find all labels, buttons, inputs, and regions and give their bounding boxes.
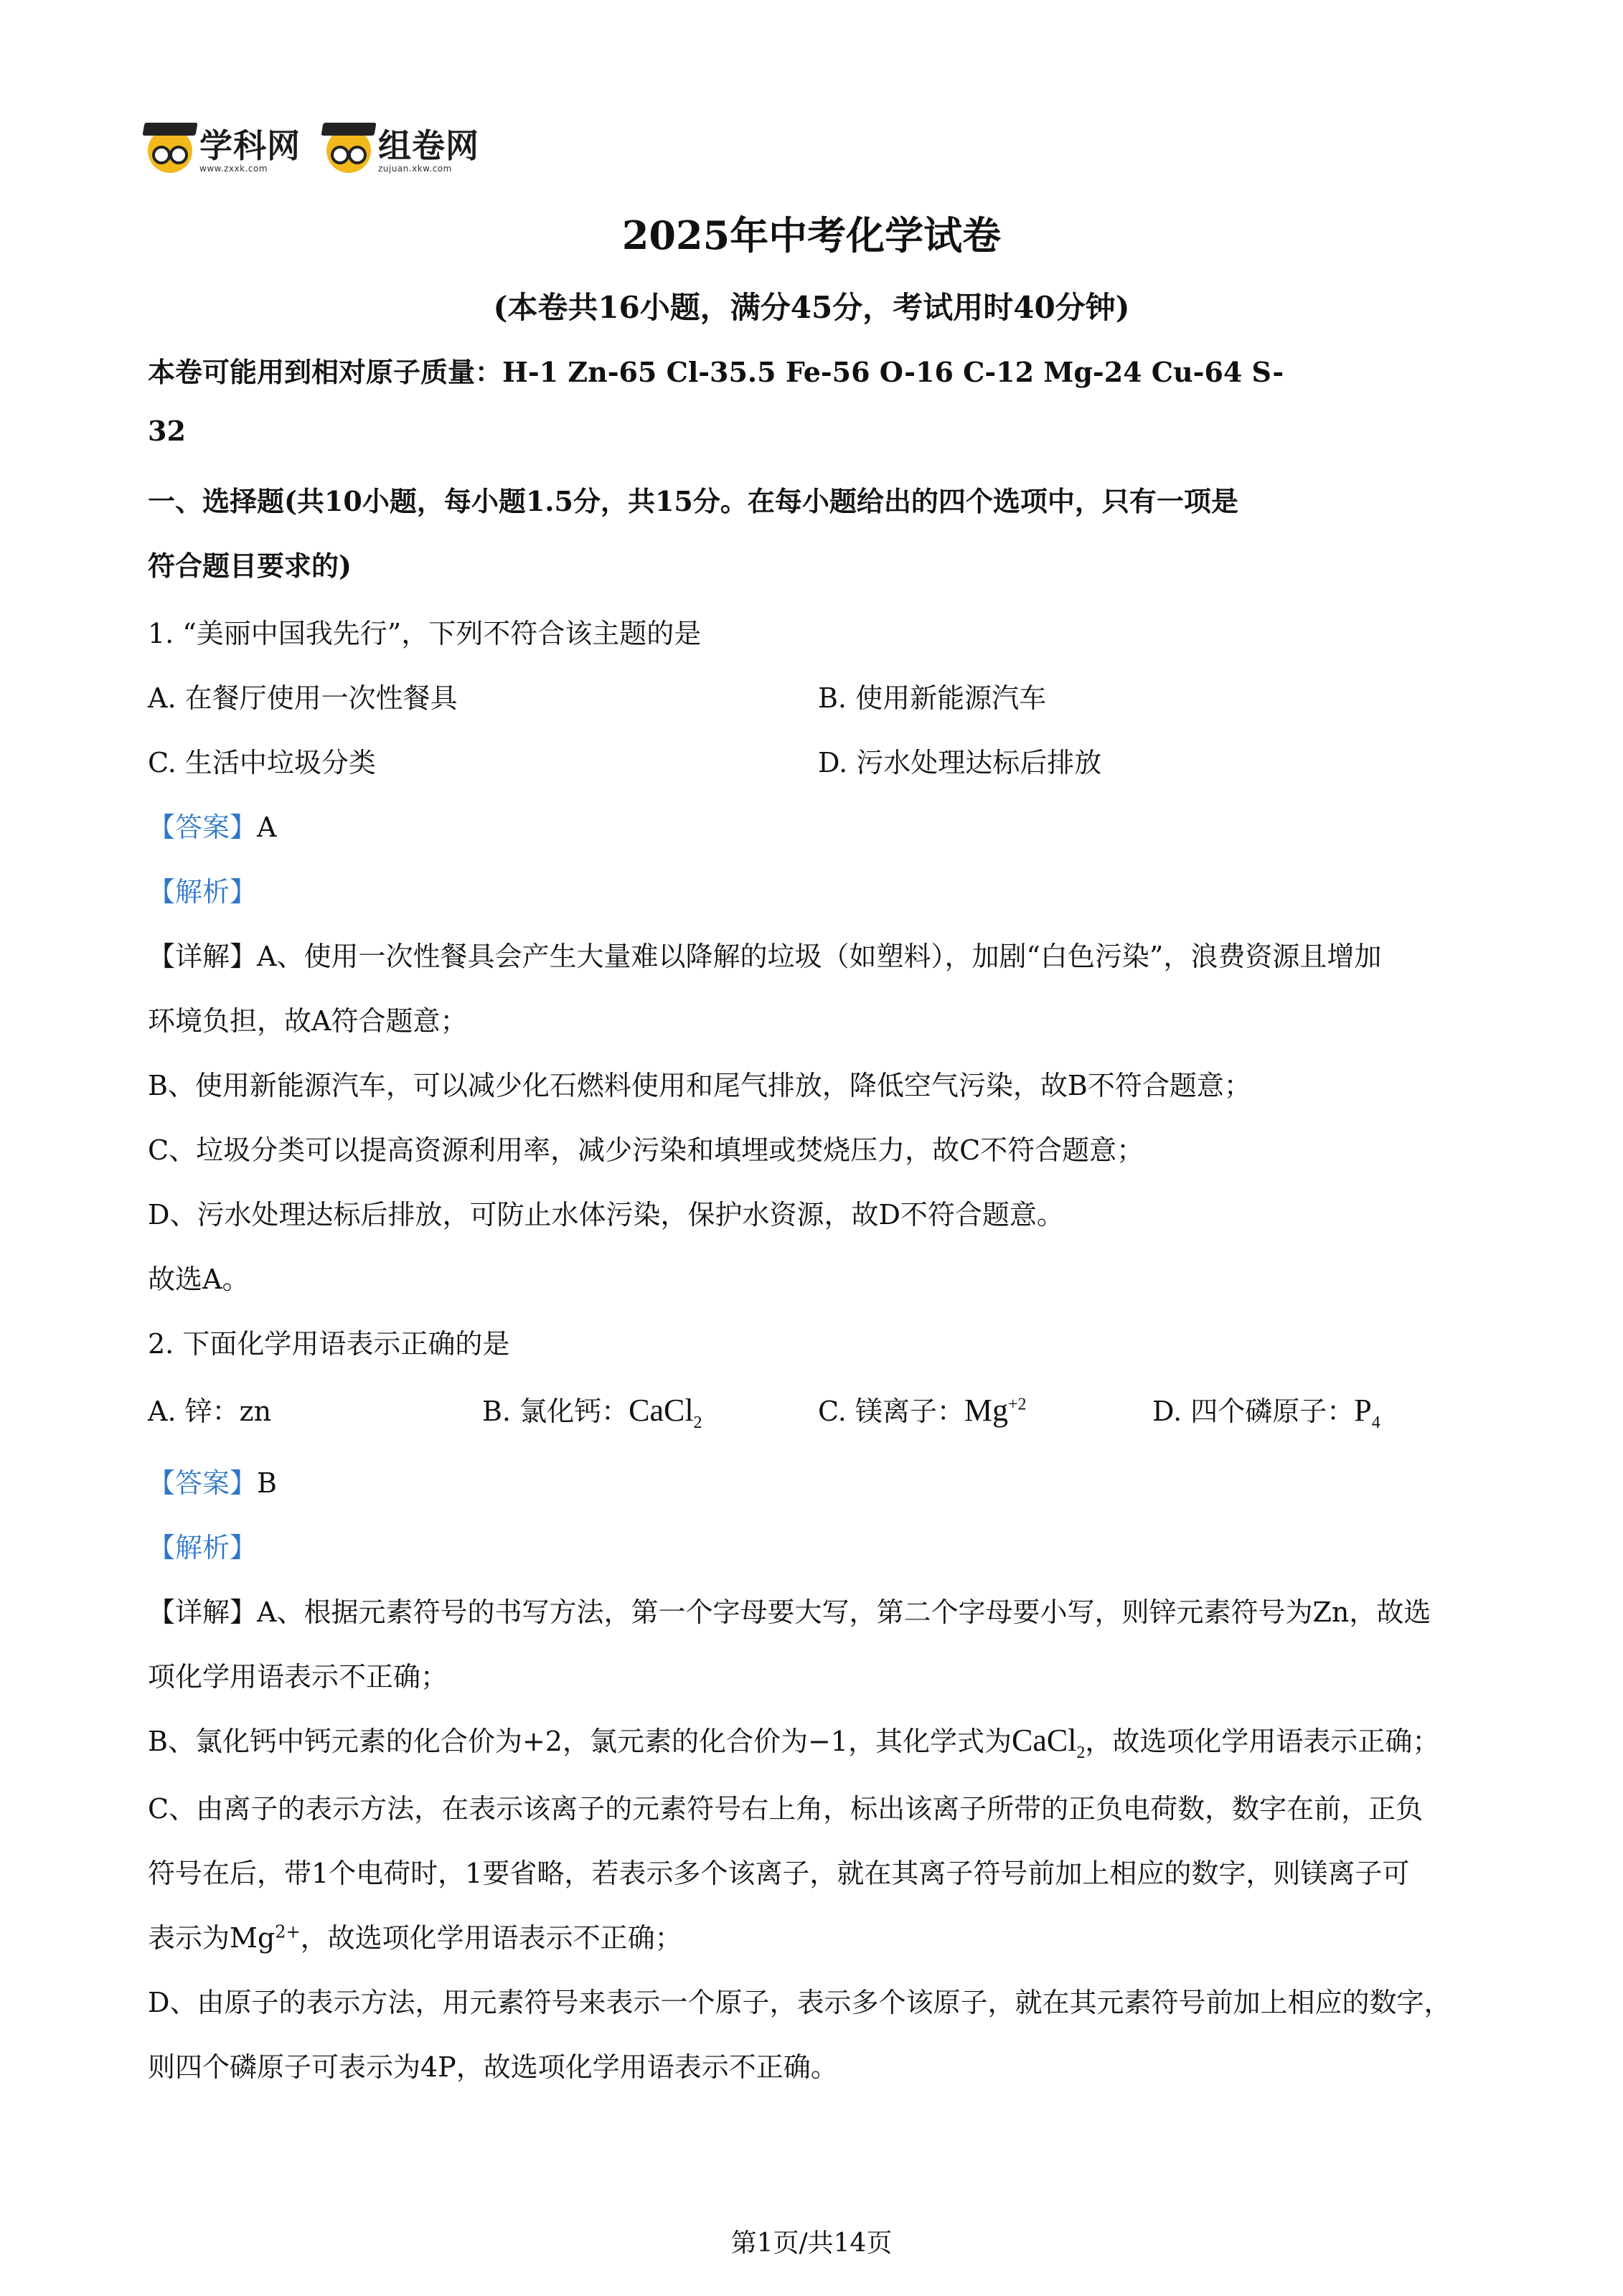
detail-text: A、使用一次性餐具会产生大量难以降解的垃圾（如塑料），加剧“白色污染”，浪费资源且增加 — [257, 941, 1382, 972]
logo-name: 学科网 — [199, 126, 301, 165]
q1-conclusion: 故选A。 — [148, 1264, 250, 1295]
q2-detail-c: C、由离子的表示方法，在表示该离子的元素符号右上角，标出该离子所带的正负电荷数，数字在前，正负 — [148, 1793, 1424, 1825]
page-number: 第1页/共14页 — [730, 2229, 893, 2258]
q1-option-a: A. 在餐厅使用一次性餐具 — [148, 682, 458, 714]
logo-zujuan[interactable] — [326, 128, 479, 173]
page-title: 2025年中考化学试卷 — [621, 212, 1002, 258]
detail-text: ，故选项化学用语表示正确； — [1085, 1726, 1440, 1757]
mascot-icon — [148, 128, 192, 173]
answer-value: A — [257, 811, 277, 843]
q1-answer — [148, 805, 276, 844]
q2-detail-c-cont: 符号在后，带1个电荷时，1要省略，若表示多个该离子，就在其离子符号前加上相应的数字，则镁离子可 — [148, 1858, 1410, 1889]
detail-text: A、根据元素符号的书写方法，第一个字母要大写，第二个字母要小写，则锌元素符号为Zn，故选 — [257, 1596, 1431, 1628]
q2-option-b — [482, 1389, 702, 1433]
q1-detail-d: D、污水处理达标后排放，可防止水体污染，保护水资源，故D不符合题意。 — [148, 1199, 1064, 1231]
answer-label: 【答案】 — [148, 811, 258, 843]
atomic-masses: 本卷可能用到相对原子质量：H-1 Zn-65 Cl-35.5 Fe-56 O-16 C-12 Mg-24 Cu-64 S- — [148, 356, 1284, 388]
option-label: D. 四个磷原子： — [1152, 1396, 1355, 1427]
q1-option-c: C. 生活中垃圾分类 — [148, 747, 376, 778]
mascot-icon — [326, 128, 371, 173]
q1-detail-b: B、使用新能源汽车，可以减少化石燃料使用和尾气排放，降低空气污染，故B不符合题意； — [148, 1070, 1251, 1101]
atomic-masses-cont: 32 — [148, 415, 186, 447]
chem-formula: CaCl$_2$ — [1011, 1723, 1086, 1762]
detail-text: B、氯化钙中钙元素的化合价为+2，氯元素的化合价为−1，其化学式为 — [148, 1726, 1012, 1757]
logo-url: www.zxxk.com — [199, 163, 268, 174]
detail-text: ，故选项化学用语表示不正确； — [300, 1922, 682, 1954]
chem-formula: CaCl$_2$ — [629, 1393, 702, 1432]
q1-option-d: D. 污水处理达标后排放 — [818, 747, 1102, 778]
answer-label: 【答案】 — [148, 1467, 258, 1499]
q1-detail-a-cont: 环境负担，故A符合题意； — [148, 1005, 468, 1037]
chem-formula: $Mg^{+2}$ — [964, 1393, 1027, 1428]
logo-name: 组卷网 — [378, 126, 479, 165]
header-logos — [148, 122, 505, 179]
question-2-stem: 2. 下面化学用语表示正确的是 — [148, 1328, 510, 1360]
q2-option-c — [818, 1389, 1027, 1429]
detail-label: 【详解】 — [148, 941, 258, 972]
q2-detail-d-cont: 则四个磷原子可表示为4P，故选项化学用语表示不正确。 — [148, 2051, 838, 2083]
detail-label: 【详解】 — [148, 1596, 258, 1628]
chem-formula: $P_4$ — [1354, 1393, 1380, 1432]
q2-detail-b — [148, 1719, 1439, 1763]
q2-answer — [148, 1461, 277, 1500]
q2-detail-a — [148, 1590, 1431, 1629]
question-1-stem: 1. “美丽中国我先行”，下列不符合该主题的是 — [148, 618, 702, 649]
q1-detail-c: C、垃圾分类可以提高资源利用率，减少污染和填埋或焚烧压力，故C不符合题意； — [148, 1134, 1144, 1166]
q2-detail-d: D、由原子的表示方法，用元素符号来表示一个原子，表示多个该原子，就在其元素符号前加上相应的数字， — [148, 1987, 1452, 2018]
option-label: B. 氯化钙： — [482, 1396, 629, 1427]
q2-analysis-label: 【解析】 — [148, 1532, 258, 1563]
q2-detail-c-end — [148, 1916, 682, 1955]
logo-zxxk[interactable] — [148, 128, 301, 173]
section-heading: 一、选择题(共10小题，每小题1.5分，共15分。在每小题给出的四个选项中，只有一项是 — [148, 485, 1238, 517]
detail-text: 表示为Mg — [148, 1922, 276, 1954]
q2-detail-a-cont: 项化学用语表示不正确； — [148, 1661, 448, 1693]
q1-detail-a — [148, 934, 1381, 974]
q2-option-d — [1152, 1389, 1380, 1433]
q1-analysis-label: 【解析】 — [148, 876, 258, 908]
page-subtitle: (本卷共16小题，满分45分，考试用时40分钟) — [493, 290, 1130, 325]
q1-option-b: B. 使用新能源汽车 — [818, 682, 1047, 714]
option-label: C. 镁离子： — [818, 1396, 964, 1427]
charge-sup: 2+ — [275, 1921, 301, 1942]
section-heading-cont: 符合题目要求的) — [148, 550, 352, 582]
logo-url: zujuan.xkw.com — [378, 163, 452, 174]
q2-option-a: A. 锌：zn — [148, 1396, 272, 1427]
answer-value: B — [257, 1467, 277, 1499]
